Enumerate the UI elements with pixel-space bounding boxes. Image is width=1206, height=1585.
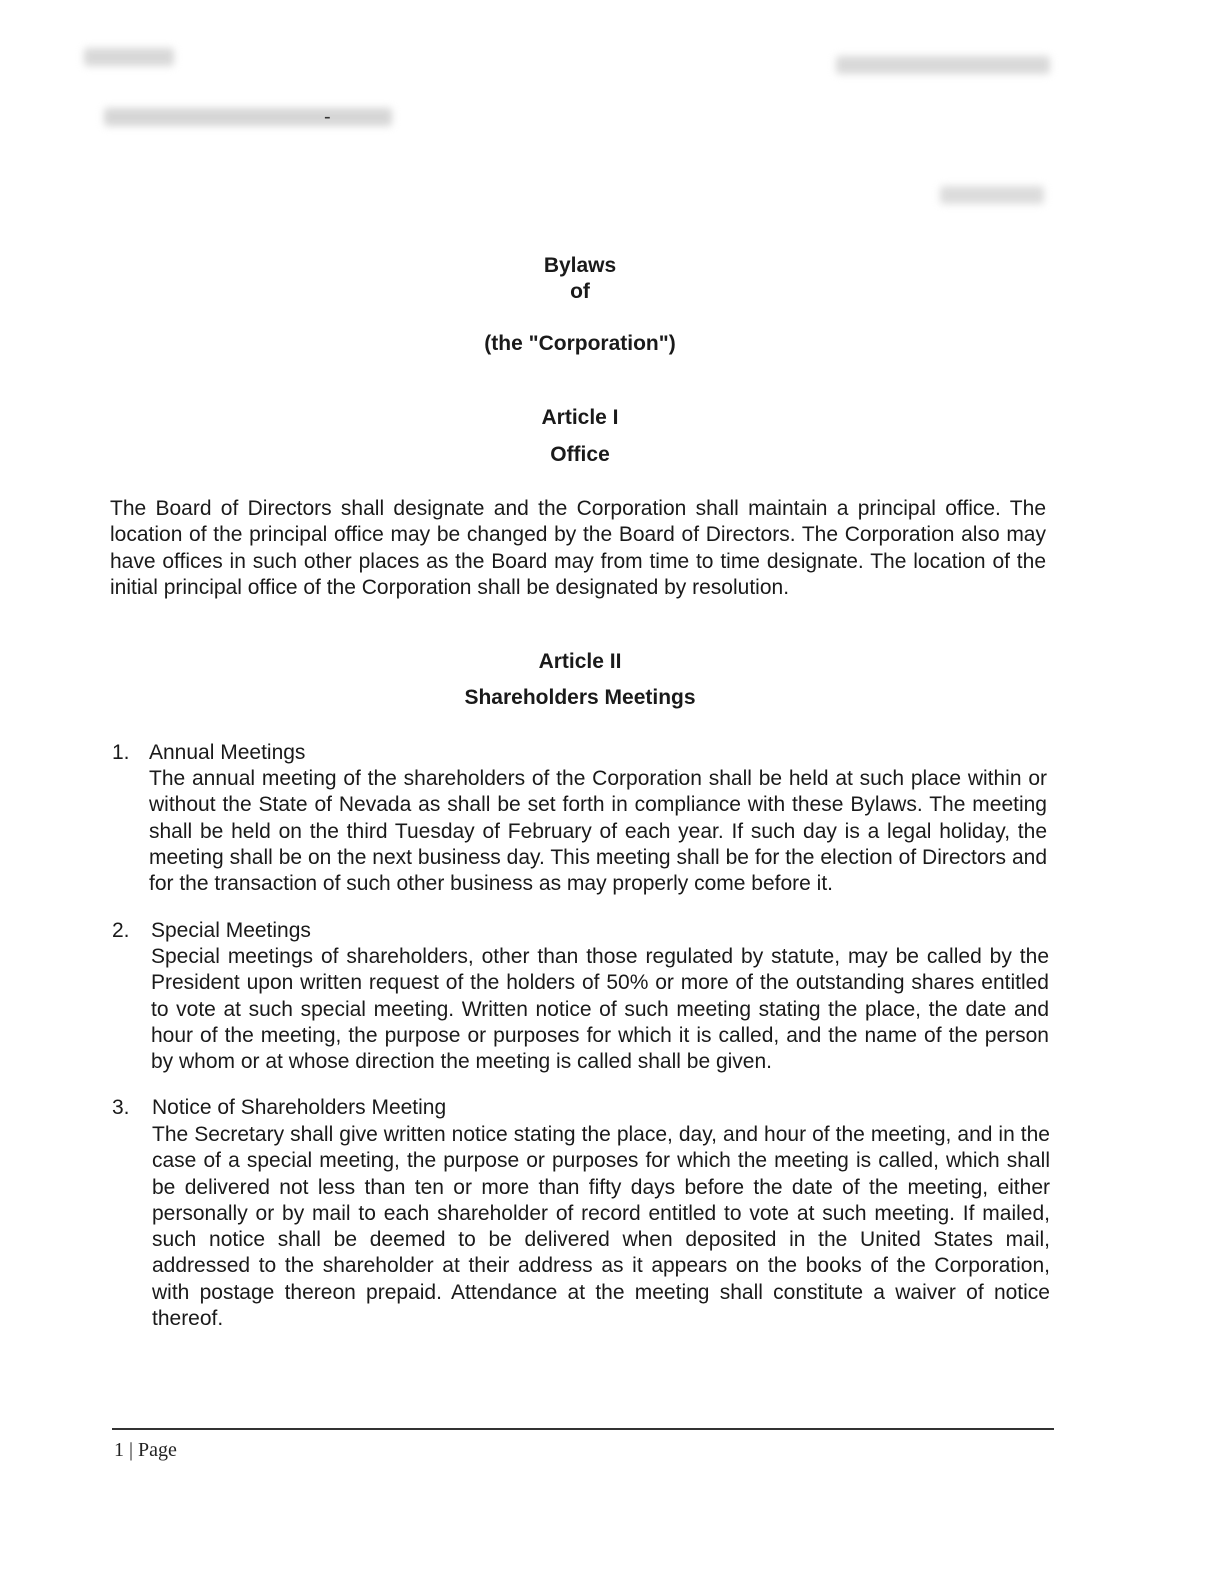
article-1-text: The Board of Directors shall designate and the Corporation shall maintain a principal office. The location of the principal office may be changed by the Board of Directors. The Corporation also may have offices in such other places as the Board may from time to time designate. The location of the initial principal office of the Corporation shall be designated by resolution. bbox=[110, 497, 1046, 599]
page-number-label: 1 | Page bbox=[114, 1439, 177, 1461]
item-3-number: 3. bbox=[112, 1096, 130, 1119]
item-1-title: Annual Meetings bbox=[149, 741, 306, 764]
item-2-number: 2. bbox=[112, 919, 130, 942]
blurred-header-right-2 bbox=[940, 186, 1044, 204]
doc-title-bylaws: Bylaws bbox=[543, 254, 617, 277]
blurred-header-left bbox=[84, 48, 174, 66]
item-2-title: Special Meetings bbox=[151, 919, 311, 942]
item-3-title: Notice of Shareholders Meeting bbox=[152, 1096, 447, 1119]
header-dash: - bbox=[324, 106, 331, 128]
article-1-name: Office bbox=[550, 443, 610, 466]
article-2-name: Shareholders Meetings bbox=[464, 686, 696, 709]
blurred-header-right bbox=[836, 56, 1050, 74]
doc-title-of: of bbox=[570, 280, 590, 303]
article-2-label: Article II bbox=[538, 650, 622, 673]
article-1-label: Article I bbox=[541, 406, 619, 429]
item-3-text: The Secretary shall give written notice stating the place, day, and hour of the meeting, and in the case of a special meeting, the purpose or purposes for which the meeting is called, which shall be delivered not less than ten or more than fifty days before the date of the meeting, either personally or by mail to each shareholder of record entitled to vote at such meeting. If mailed, such notice shall be deemed to be delivered when deposited in the United States mail, addressed to the shareholder at their address as it appears on the books of the Corporation, with postage thereon prepaid. Attendance at the meeting shall constitute a waiver of notice thereof. bbox=[152, 1123, 1050, 1331]
footer-divider bbox=[112, 1428, 1054, 1430]
item-2-text: Special meetings of shareholders, other than those regulated by statute, may be called by the President upon written request of the holders of 50% or more of the outstanding shares entitled to vote at such special meeting. Written notice of such meeting stating the place, the date and hour of the meeting, the purpose or purposes for which it is called, and the name of the person by whom or at whose direction the meeting is called shall be given. bbox=[151, 945, 1049, 1074]
item-1-number: 1. bbox=[112, 741, 130, 764]
blurred-header-left-2 bbox=[104, 108, 392, 126]
doc-title-corporation: (the "Corporation") bbox=[484, 332, 676, 355]
item-1-text: The annual meeting of the shareholders of the Corporation shall be held at such place within or without the State of Nevada as shall be set forth in compliance with these Bylaws. The meeting shall be held on the third Tuesday of February of each year. If such day is a legal holiday, the meeting shall be on the next business day. This meeting shall be for the election of Directors and for the transaction of such other business as may properly come before it. bbox=[149, 767, 1047, 896]
